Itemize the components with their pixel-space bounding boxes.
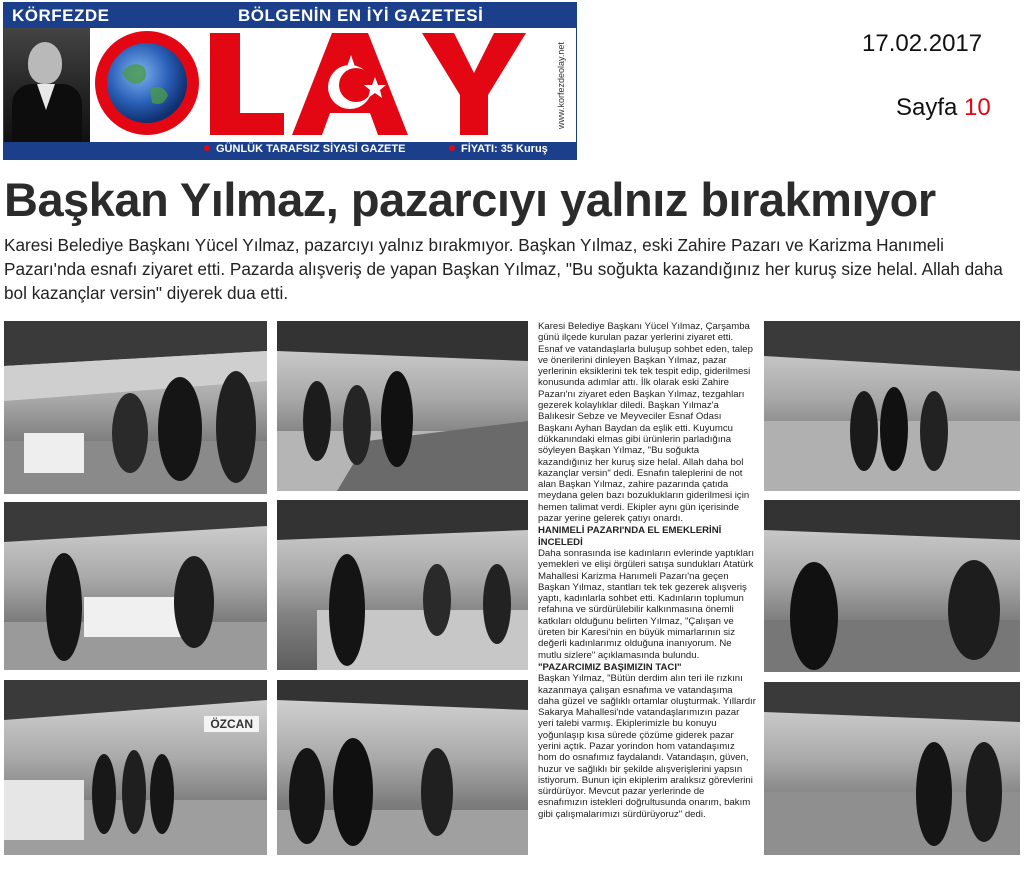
masthead-korfezde: KÖRFEZDE: [12, 6, 110, 25]
photo-market-4: [277, 500, 528, 670]
masthead-slogan: BÖLGENİN EN İYİ GAZETESİ: [238, 6, 484, 25]
olay-logo: [92, 25, 562, 143]
newspaper-masthead: [3, 2, 577, 160]
masthead-daily: GÜNLÜK TARAFSIZ SİYASİ GAZETE: [204, 143, 405, 155]
logo-l: [210, 33, 284, 135]
article-paragraph: Karesi Belediye Başkanı Yücel Yılmaz, Çarşamba günü ilçede kurulan pazar yerlerini ziyaret etti. Esnaf ve vatandaşlarla buluşup sohbet eden, talep ve önerilerini dinleyen Başkan Yılmaz, pazar yerlerinin eksiklerini tek tek tespit edip, giderilmesi konusunda adımlar attı. İlk olarak eski Zahire Pazarı'nı ziyaret eden Başkan Yılmaz, tezgahları gezerek kolaylıklar diledi. Başkan Yılmaz'a Balıkesir Sebze ve Meyveciler Esnaf Odası Başkanı Ayhan Baydan da eşlik etti. Kuyumcu dükkanındaki elmas gibi ürünlerin parladığına söyleyen Başkan Yılmaz, "Bu soğukta kazandığınız her kuruş size helal. Allah daha bol kazançlar versin" dedi. Esnafın taleplerini de not alan Başkan Yılmaz, zahire pazarında çatıda meydana gelen bazı bozuklukların giderilmesi için hemen talimat verdi. Ekipler aynı gün içerisinde pazar yerine gelerek çatıyı onardı.: [538, 321, 753, 525]
photo-market-6: [277, 680, 528, 855]
article-paragraph: Başkan Yılmaz, "Bütün derdim alın teri ile rızkını kazanmaya çalışan esnafıma ve vatandaşıma daha güzel ve sağlıklı ortamlar oluşturmak. Yıllardır Sakarya Mahallesi'nde vatandaşlarımızın pazar yeri talebi varmış. Ekiplerimizle bu konuyu yoğunlaşıp kısa sürede çözüme giderek pazar yerini açtık. Pazar yorindon hom vatandaşımız hom do osnafımız faydalandı. Vatandaşın, güven, huzur ve sağlıklı bir şekilde alışverişlerini yapsın istiyorum. Bunun için ekiplerim aralıksız görevlerini sürdürüyor. Mevcut pazar yerlerinde de esnafımızın istekleri doğrultusunda onarım, bakım gibi çalışmalarımızı sürdürüyoruz" dedi.: [538, 673, 756, 820]
photo-market-1: [4, 321, 267, 494]
photo-market-9: [764, 682, 1020, 855]
article-lead: Karesi Belediye Başkanı Yücel Yılmaz, pazarcıyı yalnız bırakmıyor. Başkan Yılmaz, eski Zahire Pazarı ve Karizma Hanımeli Pazarı'nda esnafı ziyaret etti. Pazarda alışveriş de yapan Başkan Yılmaz, "Bu soğukta kazandığınız her kuruş size helal. Allah daha bol kazançlar versin" diyerek dua etti.: [4, 235, 1003, 303]
article-headline: Başkan Yılmaz, pazarcıyı yalnız bırakmıyor: [4, 173, 936, 226]
photo-market-3: [4, 502, 267, 670]
photo-market-7: [764, 321, 1020, 491]
masthead-price: FİYATI: 35 Kuruş: [449, 143, 548, 155]
masthead-url: www.korfezdeolay.net: [556, 42, 566, 130]
article-subheading: "PAZARCIMIZ BAŞIMIZIN TACI": [538, 661, 682, 673]
masthead-portrait: [4, 28, 90, 142]
photo-market-2: [277, 321, 528, 491]
page-number: 10: [964, 94, 991, 121]
photo-market-8: [764, 500, 1020, 672]
photo-market-5: [4, 680, 267, 855]
article-subheading: HANIMELİ PAZARI'NDA EL EMEKLERİNİ İNCELEDİ: [538, 525, 722, 548]
globe-icon: [107, 43, 187, 123]
article-body: [538, 321, 756, 820]
logo-y: [422, 33, 526, 135]
issue-date: 17.02.2017: [862, 30, 983, 57]
article-paragraph: Daha sonrasında ise kadınların evlerinde yaptıkları yemekleri ve elişi örgüleri satışa sundukları Atatürk Mahallesi Karizma Hanımeli Pazarı'na geçen Başkan Yılmaz, stantları tek tek gezerek alışveriş yaptı, kadınlarla sohbet etti. Kadınların toplumun refahına ve sürdürülebilir kalkınmasına önemli katkıları olduğunu belirten Yılmaz, "Çalışan ve üreten bir Karesi'nin en büyük mimarlarının siz değerli kadınlarımız olduğuna inanıyorum. Ne mutlu sizlere" açıklamasında bulundu.: [538, 547, 754, 661]
photo-shop-sign: ÖZCAN: [204, 716, 259, 732]
page-indicator: Sayfa 10: [896, 94, 991, 121]
